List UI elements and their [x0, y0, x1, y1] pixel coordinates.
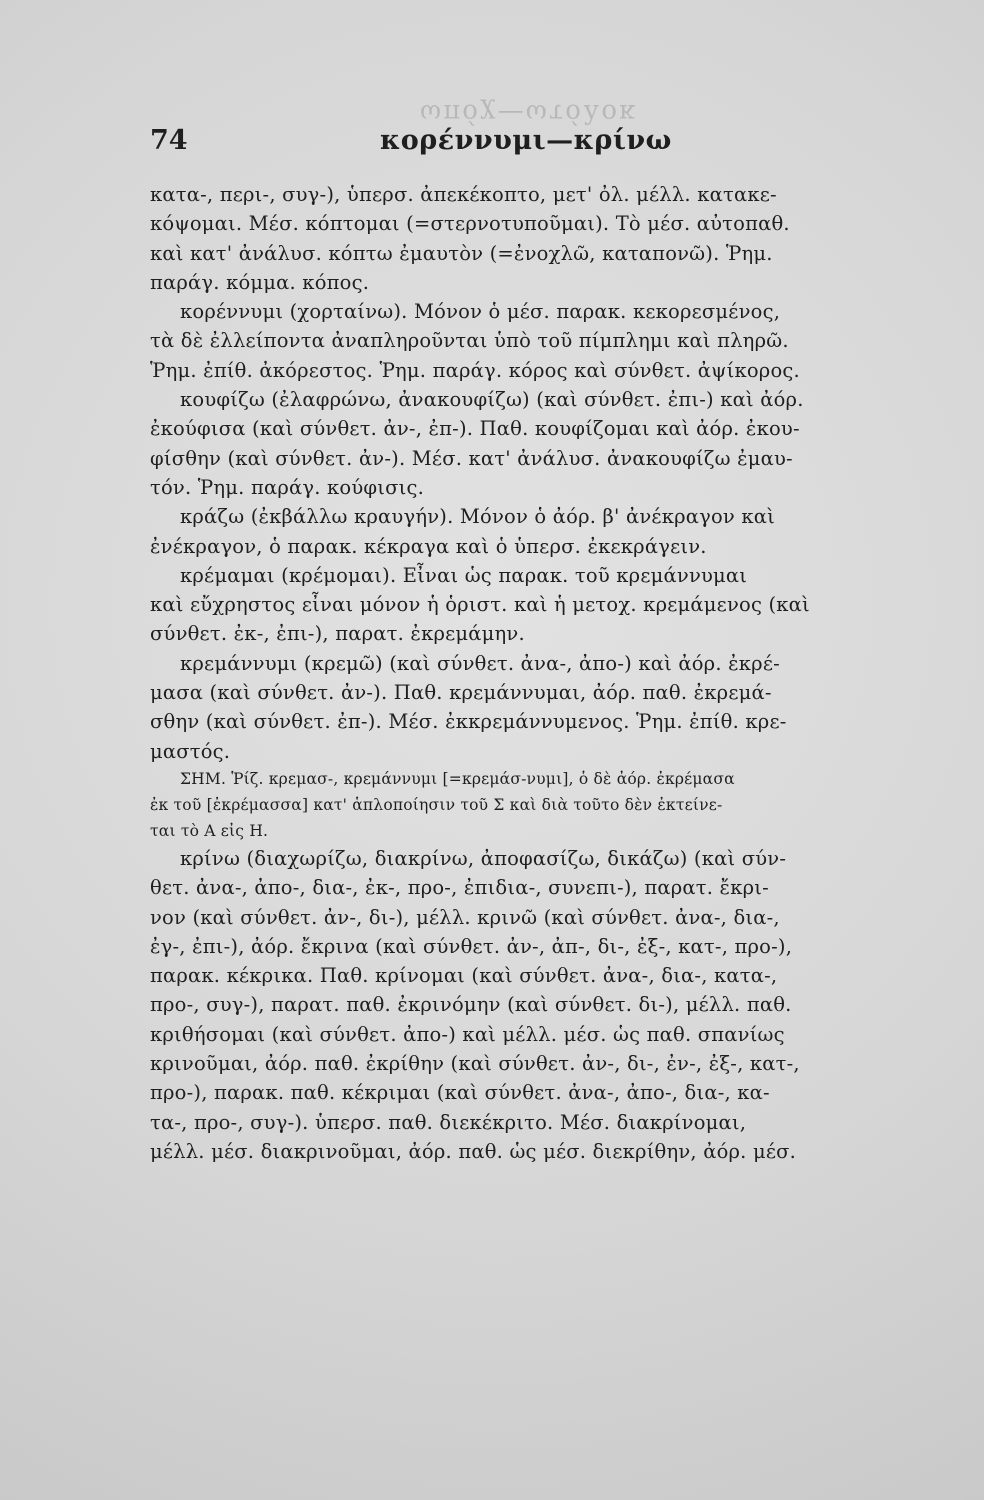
- entry-line: τα-, προ-, συγ-). ὑπερσ. παθ. διεκέκριτο. Μέσ. διακρίνομαι,: [150, 1110, 747, 1134]
- entry-line: κουφίζω (ἐλαφρώνω, ἀνακουφίζω) (καὶ σύνθετ. ἐπι-) καὶ ἀόρ.: [180, 388, 804, 412]
- dictionary-entry: [150, 561, 842, 649]
- entry-line: μέλλ. μέσ. διακρινοῦμαι, ἀόρ. παθ. ὡς μέσ. διεκρίθην, ἀόρ. μέσ.: [150, 1139, 797, 1163]
- entry-line: κρεμάννυμι (κρεμῶ) (καὶ σύνθετ. ἀνα-, ἀπο-) καὶ ἀόρ. ἐκρέ-: [180, 651, 780, 675]
- entry-line: κρίνω (διαχωρίζω, διακρίνω, ἀποφασίζω, δικάζω) (καὶ σύν-: [180, 846, 787, 870]
- entry-line: κατα-, περι-, συγ-), ὑπερσ. ἀπεκέκοπτο, μετ' ὀλ. μέλλ. κατακε-: [150, 183, 777, 206]
- note-line: ται τὸ Α εἰς Η.: [150, 821, 269, 840]
- entry-line: παράγ. κόμμα. κόπος.: [150, 270, 370, 294]
- entry-line: κόψομαι. Μέσ. κόπτομαι (=στερνοτυποῦμαι). Τὸ μέσ. αὐτοπαθ.: [150, 212, 790, 236]
- note-line: ἐκ τοῦ [ἐκρέμασσα] κατ' ἁπλοποίησιν τοῦ Σ καὶ διὰ τοῦτο δὲν ἐκτείνε-: [150, 795, 723, 814]
- running-head: κορέννυμι—κρίνω: [380, 125, 672, 156]
- note-block: [150, 766, 842, 844]
- bleed-through-text: ωπόχ—ωτόλοκ: [420, 98, 638, 128]
- entry-line: κορέννυμι (χορταίνω). Μόνον ὁ μέσ. παρακ. κεκορεσμένος,: [180, 300, 781, 324]
- entry-line: ἐγ-, ἐπι-), ἀόρ. ἔκρινα (καὶ σύνθετ. ἀν-, ἀπ-, δι-, ἐξ-, κατ-, προ-),: [150, 934, 793, 958]
- entry-line: ἐκούφισα (καὶ σύνθετ. ἀν-, ἐπ-). Παθ. κουφίζομαι καὶ ἀόρ. ἐκου-: [150, 417, 800, 441]
- page-number: 74: [150, 125, 188, 156]
- entry-line: κρινοῦμαι, ἀόρ. παθ. ἐκρίθην (καὶ σύνθετ. ἀν-, δι-, ἐν-, ἐξ-, κατ-,: [150, 1052, 800, 1076]
- entry-line: κριθήσομαι (καὶ σύνθετ. ἀπο-) καὶ μέλλ. μέσ. ὡς παθ. σπανίως: [150, 1022, 785, 1046]
- entry-line: σύνθετ. ἐκ-, ἐπι-), παρατ. ἐκρεμάμην.: [150, 622, 525, 646]
- dictionary-entry: [150, 502, 842, 561]
- entry-line: ἐνέκραγον, ὁ παρακ. κέκραγα καὶ ὁ ὑπερσ. ἐκεκράγειν.: [150, 534, 707, 558]
- entry-line: νον (καὶ σύνθετ. ἀν-, δι-), μέλλ. κρινῶ (καὶ σύνθετ. ἀνα-, δια-,: [150, 905, 780, 929]
- dictionary-entry: [150, 297, 842, 385]
- entry-line: τόν. Ῥημ. παράγ. κούφισις.: [150, 475, 424, 499]
- dictionary-entry: [150, 844, 842, 1166]
- note-line: ΣΗΜ. Ῥίζ. κρεμασ-, κρεμάννυμι [=κρεμάσ-νυμι], ὁ δὲ ἀόρ. ἐκρέμασα: [180, 769, 735, 788]
- entry-line: τὰ δὲ ἐλλείποντα ἀναπληροῦνται ὑπὸ τοῦ πίμπλημι καὶ πληρῶ.: [150, 329, 789, 353]
- entry-line: καὶ εὔχρηστος εἶναι μόνον ἡ ὁριστ. καὶ ἡ μετοχ. κρεμάμενος (καὶ: [150, 593, 810, 617]
- entry-line: μαστός.: [150, 739, 231, 763]
- entry-line: καὶ κατ' ἀνάλυσ. κόπτω ἐμαυτὸν (=ἐνοχλῶ, καταπονῶ). Ῥημ.: [150, 241, 773, 265]
- entry-line: μασα (καὶ σύνθετ. ἀν-). Παθ. κρεμάννυμαι, ἀόρ. παθ. ἐκρεμά-: [150, 681, 772, 705]
- entry-line: προ-, συγ-), παρατ. παθ. ἐκρινόμην (καὶ σύνθετ. δι-), μέλλ. παθ.: [150, 993, 792, 1017]
- entry-line: κρέμαμαι (κρέμομαι). Εἶναι ὡς παρακ. τοῦ κρεμάννυμαι: [180, 563, 748, 587]
- entry-line: φίσθην (καὶ σύνθετ. ἀν-). Μέσ. κατ' ἀνάλυσ. ἀνακουφίζω ἐμαυ-: [150, 446, 793, 470]
- page-header: [150, 125, 842, 165]
- entry-line: κράζω (ἐκβάλλω κραυγήν). Μόνον ὁ ἀόρ. β' ἀνέκραγον καὶ: [180, 505, 775, 529]
- entry-line: προ-), παρακ. παθ. κέκριμαι (καὶ σύνθετ. ἀνα-, ἀπο-, δια-, κα-: [150, 1081, 770, 1105]
- dictionary-entry: [150, 180, 842, 297]
- dictionary-entry: [150, 385, 842, 502]
- entry-line: Ῥημ. ἐπίθ. ἀκόρεστος. Ῥημ. παράγ. κόρος καὶ σύνθετ. ἀψίκορος.: [150, 358, 800, 382]
- entry-line: παρακ. κέκρικα. Παθ. κρίνομαι (καὶ σύνθετ. ἀνα-, δια-, κατα-,: [150, 964, 778, 988]
- entry-line: σθην (καὶ σύνθετ. ἐπ-). Μέσ. ἐκκρεμάννυμενος. Ῥημ. ἐπίθ. κρε-: [150, 710, 787, 734]
- entry-line: θετ. ἀνα-, ἀπο-, δια-, ἐκ-, προ-, ἐπιδια-, συνεπι-), παρατ. ἔκρι-: [150, 876, 769, 900]
- dictionary-body: [150, 180, 842, 1166]
- dictionary-entry: [150, 649, 842, 766]
